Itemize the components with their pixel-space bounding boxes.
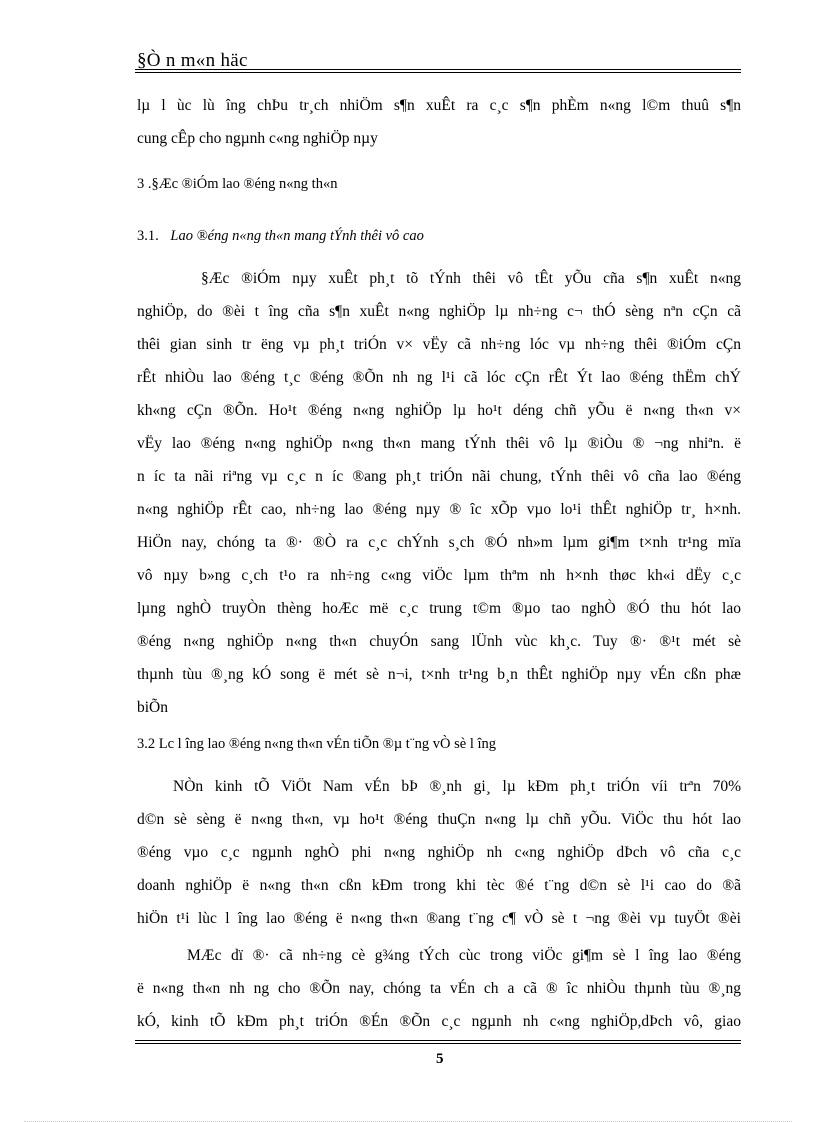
footer-rule-top: [135, 1040, 741, 1041]
text-line: ®éng n«ng nghiÖp n«ng th«n chuyÓn sang lÜnh vùc kh¸c. Tuy ®· ®¹t mét sè: [137, 633, 741, 650]
header-rule-bottom: [135, 72, 741, 73]
text-line: HiÖn nay, chóng ta ®· ®Ò ra c¸c chÝnh s¸ch ®Ó nh»m lµm gi¶m t×nh tr¹ng mïa: [137, 534, 741, 551]
text-line: lµ l ùc lù îng chÞu tr¸ch nhiÖm s¶n xuÊt ra c¸c s¶n phÈm n«ng l©m thuû s¶n: [137, 97, 741, 114]
section-3-heading: 3 .§Æc ®iÓm lao ®éng n«ng th«n: [137, 176, 338, 192]
text-line: nghiÖp, do ®èi t îng cña s¶n xuÊt n«ng nghiÖp lµ nh÷ng c¬ thÓ sèng nªn cÇn cã: [137, 303, 741, 320]
text-line: hiÖn t¹i lùc l îng lao ®éng ë n«ng th«n ®ang t¨ng c¶ vÒ sè t ¬ng ®èi vµ tuyÖt ®èi: [137, 910, 741, 927]
section-3-1-heading: [137, 228, 424, 245]
section-3-1-number: 3.1.: [137, 228, 159, 244]
header-rule-top: [135, 69, 741, 70]
section-3-1-paragraph: [137, 262, 741, 724]
text-line: vô nµy b»ng c¸ch t¹o ra nh÷ng c«ng viÖc lµm thªm nh h×nh thøc kh«i dËy c¸c: [137, 567, 741, 584]
text-line: NÒn kinh tÕ ViÖt Nam vÉn bÞ ®¸nh gi¸ lµ kÐm ph¸t triÓn víi trªn 70%: [173, 778, 741, 795]
section-3-2-paragraph-1: [137, 770, 741, 935]
text-line: thêi gian sinh tr ëng vµ ph¸t triÓn v× vËy cã nh÷ng lóc vµ nh÷ng thêi ®iÓm cÇn: [137, 336, 741, 353]
page-number: 5: [436, 1051, 444, 1067]
text-line: ë n«ng th«n nh ng cho ®Õn nay, chóng ta vÉn ch a cã ® îc nhiÒu thµnh tùu ®¸ng: [137, 980, 741, 997]
text-line: MÆc dï ®· cã nh÷ng cè g¾ng tÝch cùc trong viÖc gi¶m sè l îng lao ®éng: [187, 947, 741, 964]
text-line: thµnh tùu ®¸ng kÓ song ë mét sè n¬i, t×nh tr¹ng b¸n thÊt nghiÖp nµy vÉn cßn phæ: [137, 666, 741, 683]
section-3-2-heading: 3.2 Lc l îng lao ®éng n«ng th«n vÉn tiÕn ®µ t¨ng vÒ sè l îng: [137, 736, 497, 752]
section-3-2-paragraph-2: [137, 939, 741, 1038]
page-bottom-dotted-line: [24, 1121, 792, 1122]
section-3-1-title: Lao ®éng n«ng th«n mang tÝnh thêi vô cao: [170, 228, 424, 244]
page-header-title: §Ò n m«n häc: [137, 50, 248, 71]
footer-rule-bottom: [135, 1043, 741, 1044]
text-line: n«ng nghiÖp rÊt cao, nh÷ng lao ®éng nµy ® îc xÕp vµo lo¹i thÊt nghiÖp tr¸ h×nh.: [137, 501, 741, 518]
text-line: rÊt nhiÒu lao ®éng t¸c ®éng ®Õn nh ng l¹i cã lóc cÇn rÊt Ýt lao ®éng thËm chÝ: [137, 369, 741, 386]
intro-paragraph: [137, 89, 741, 155]
text-line: biÕn: [137, 699, 168, 716]
text-line: vËy lao ®éng n«ng nghiÖp n«ng th«n mang tÝnh thêi vô lµ ®iÒu ® ¬ng nhiªn. ë: [137, 435, 741, 452]
text-line: n íc ta nãi riªng vµ c¸c n íc ®ang ph¸t triÓn nãi chung, tÝnh thêi vô cña lao ®éng: [137, 468, 741, 485]
text-line: doanh nghiÖp ë n«ng th«n cßn kÐm trong khi tèc ®é t¨ng d©n sè l¹i cao do ®ã: [137, 877, 741, 894]
text-line: §Æc ®iÓm nµy xuÊt ph¸t tõ tÝnh thêi vô tÊt yÕu cña s¶n xuÊt n«ng: [201, 270, 741, 287]
text-line: ®éng vµo c¸c ngµnh nghÒ phi n«ng nghiÖp nh c«ng nghiÖp dÞch vô cña c¸c: [137, 844, 741, 861]
text-line: lµng nghÒ truyÒn thèng hoÆc më c¸c trung t©m ®µo tao nghÒ ®Ó thu hót lao: [137, 600, 741, 617]
text-line: kh«ng cÇn ®Õn. Ho¹t ®éng n«ng nghiÖp lµ ho¹t déng chñ yÕu ë n«ng th«n v×: [137, 402, 741, 419]
text-line: kÓ, kinh tÕ kÐm ph¸t triÓn ®Én ®Õn c¸c ngµnh nh c«ng nghiÖp,dÞch vô, giao: [137, 1013, 741, 1030]
text-line: d©n sè sèng ë n«ng th«n, vµ ho¹t ®éng thuÇn n«ng lµ chñ yÕu. ViÖc thu hót lao: [137, 811, 741, 828]
text-line: cung cÊp cho ngµnh c«ng nghiÖp nµy: [137, 130, 378, 147]
